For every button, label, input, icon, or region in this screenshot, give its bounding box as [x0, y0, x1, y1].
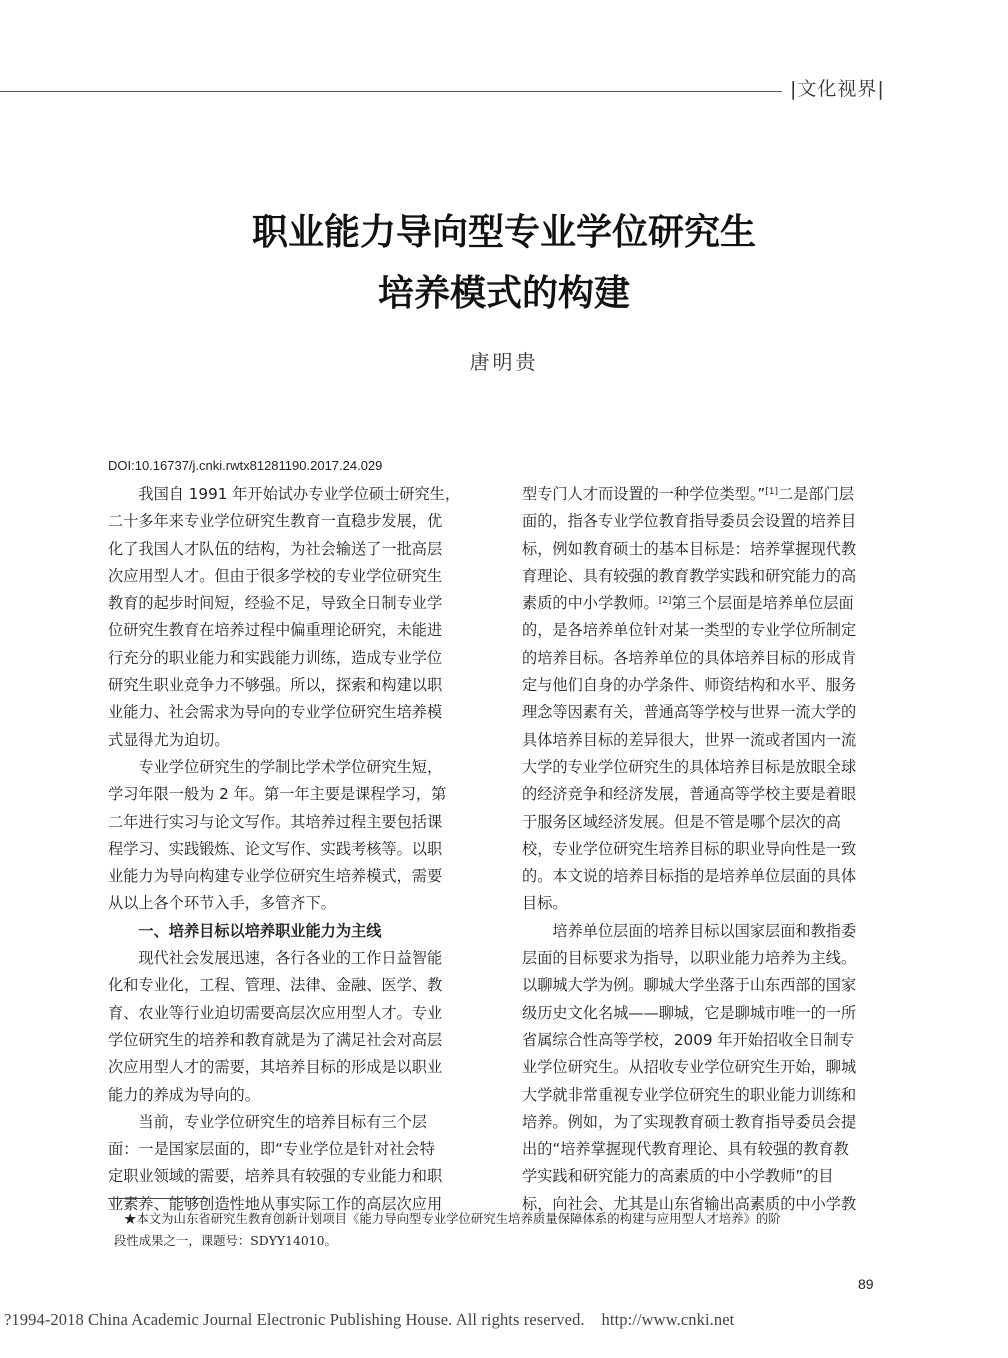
text-line: 的经济竞争和经济发展，普通高等学校主要是着眼: [522, 785, 857, 804]
header-rule: [0, 91, 782, 92]
text-line: 以聊城大学为例。聊城大学坐落于山东西部的国家: [522, 976, 857, 995]
text-line: 能力的养成为导向的。: [108, 1085, 260, 1104]
body-right-column: [522, 481, 904, 1218]
text-line: 层面的目标要求为指导，以职业能力培养为主线。: [522, 949, 857, 968]
text-line: 型专门人才而设置的一种学位类型。”[1]二是部门层: [522, 485, 854, 503]
text-line: 学位研究生的培养和教育就是为了满足社会对高层: [108, 1030, 443, 1049]
footnote-rule: [108, 1198, 208, 1199]
copyright-notice: ?1994-2018 China Academic Journal Electronic Publishing House. All rights reserved. http://www.cnki.net: [4, 1310, 735, 1329]
section-label: |文化视界|: [790, 78, 885, 100]
text-line: 省属综合性高等学校，2009 年开始招收全日制专: [522, 1030, 855, 1049]
text-line: 出的“培养掌握现代教育理论、具有较强的教育教: [522, 1140, 849, 1159]
text-line: 化了我国人才队伍的结构，为社会输送了一批高层: [108, 539, 443, 558]
footnote-line-1: ★本文为山东省研究生教育创新计划项目《能力导向型专业学位研究生培养质量保障体系的构建与应用型人才培养》的阶: [124, 1211, 781, 1226]
text-line: 一、培养目标以培养职业能力为主线: [108, 921, 382, 940]
text-line: 标，向社会、尤其是山东省输出高素质的中小学教: [522, 1194, 857, 1213]
author-name: 唐明贵: [469, 350, 539, 374]
text-line: 教育的起步时间短，经验不足，导致全日制专业学: [108, 594, 443, 613]
text-line: 面：一是国家层面的，即“专业学位是针对社会特: [108, 1140, 435, 1159]
text-line: 专业学位研究生的学制比学术学位研究生短，: [108, 757, 443, 776]
text-line: 于服务区域经济发展。但是不管是哪个层次的高: [522, 812, 841, 831]
text-line: 学实践和研究能力的高素质的中小学教师”的目: [522, 1167, 834, 1186]
article-title-line-2: 培养模式的构建: [377, 273, 630, 314]
text-line: 次应用型人才。但由于很多学校的专业学位研究生: [108, 566, 443, 585]
text-line: 业素养、能够创造性地从事实际工作的高层次应用: [108, 1194, 443, 1213]
text-line: 育理论、具有较强的教育教学实践和研究能力的高: [522, 566, 857, 585]
text-line: 从以上各个环节入手，多管齐下。: [108, 894, 336, 913]
text-line: 业学位研究生。从招收专业学位研究生开始，聊城: [522, 1058, 857, 1077]
page-number: 89: [858, 1276, 874, 1292]
text-line: 当前，专业学位研究生的培养目标有三个层: [108, 1112, 427, 1131]
text-line: 定与他们自身的办学条件、师资结构和水平、服务: [522, 676, 857, 695]
text-line: 现代社会发展迅速，各行各业的工作日益智能: [108, 949, 443, 968]
text-line: 标，例如教育硕士的基本目标是：培养掌握现代教: [522, 539, 857, 558]
text-line: 面的，指各专业学位教育指导委员会设置的培养目: [522, 512, 857, 531]
text-line: 式显得尤为迫切。: [108, 730, 230, 749]
text-line: 培养。例如，为了实现教育硕士教育指导委员会提: [522, 1112, 857, 1131]
doi: DOI:10.16737/j.cnki.rwtx81281190.2017.24.029: [108, 458, 383, 473]
text-line: 业能力、社会需求为导向的专业学位研究生培养模: [108, 703, 443, 722]
article-title-line-1: 职业能力导向型专业学位研究生: [251, 212, 756, 253]
footnote-line-2: 段性成果之一，课题号：SDYY14010。: [114, 1233, 337, 1248]
text-line: 大学的专业学位研究生的具体培养目标是放眼全球: [522, 757, 857, 776]
text-line: 具体培养目标的差异很大，世界一流或者国内一流: [522, 730, 857, 749]
text-line: 二年进行实习与论文写作。其培养过程主要包括课: [108, 812, 443, 831]
text-line: 研究生职业竞争力不够强。所以，探索和构建以职: [108, 676, 443, 695]
text-line: 学习年限一般为 2 年。第一年主要是课程学习，第: [108, 785, 447, 804]
text-line: 业能力为导向构建专业学位研究生培养模式，需要: [108, 867, 443, 886]
text-line: 的，是各培养单位针对某一类型的专业学位所制定: [522, 621, 857, 640]
text-line: 行充分的职业能力和实践能力训练，造成专业学位: [108, 648, 443, 667]
text-line: 的。本文说的培养目标指的是培养单位层面的具体: [522, 867, 857, 886]
text-line: 程学习、实践锻炼、论文写作、实践考核等。以职: [108, 839, 443, 858]
text-line: 校，专业学位研究生培养目标的职业导向性是一致: [522, 839, 857, 858]
text-line: 理念等因素有关，普通高等学校与世界一流大学的: [522, 703, 857, 722]
text-line: 培养单位层面的培养目标以国家层面和教指委: [522, 921, 857, 940]
text-line: 次应用型人才的需要，其培养目标的形成是以职业: [108, 1058, 443, 1077]
footnote: [114, 1208, 904, 1252]
text-line: 我国自 1991 年开始试办专业学位硕士研究生，: [108, 485, 461, 503]
body-left-column: [108, 481, 490, 1218]
text-line: 二十多年来专业学位研究生教育一直稳步发展，优: [108, 512, 443, 531]
text-line: 大学就非常重视专业学位研究生的职业能力训练和: [522, 1085, 857, 1104]
text-line: 定职业领域的需要，培养具有较强的专业能力和职: [108, 1167, 443, 1186]
text-line: 级历史文化名城——聊城，它是聊城市唯一的一所: [522, 1003, 857, 1022]
text-line: 位研究生教育在培养过程中偏重理论研究，未能进: [108, 621, 443, 640]
text-line: 的培养目标。各培养单位的具体培养目标的形成肯: [522, 648, 857, 667]
text-line: 目标。: [522, 894, 568, 913]
text-line: 育、农业等行业迫切需要高层次应用型人才。专业: [108, 1003, 443, 1022]
text-line: 化和专业化，工程、管理、法律、金融、医学、教: [108, 976, 443, 995]
text-line: 素质的中小学教师。[2]第三个层面是培养单位层面: [522, 594, 854, 613]
